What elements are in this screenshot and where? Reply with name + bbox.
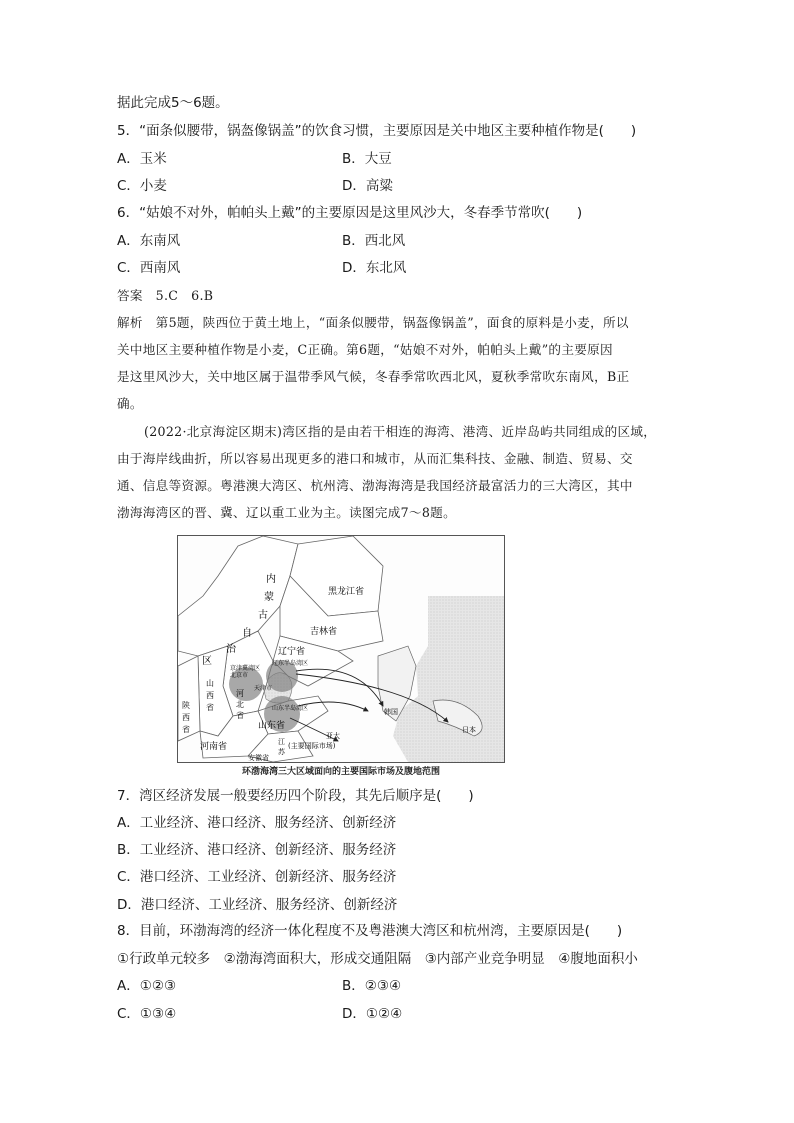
label-hebei-3: 省 bbox=[236, 711, 244, 720]
label-liaoning: 辽宁省 bbox=[278, 647, 306, 657]
label-qu: 区 bbox=[202, 656, 212, 667]
label-gu: 古 bbox=[258, 610, 268, 621]
q5-option-a: A．玉米 bbox=[117, 151, 167, 167]
q6-option-c: C．西南风 bbox=[117, 260, 181, 276]
label-zi: 自 bbox=[242, 628, 252, 639]
q7-option-a: A．工业经济、港口经济、服务经济、创新经济 bbox=[117, 815, 397, 831]
q6-option-d: D．东北风 bbox=[342, 260, 407, 276]
bohai-bay-map bbox=[177, 535, 505, 763]
q5-option-d: D．高粱 bbox=[342, 178, 393, 194]
label-shandong-bay: 山东半岛湾区 bbox=[272, 705, 309, 712]
q5-stem: 5．“面条似腰带，锅盔像锅盖”的饮食习惯，主要原因是关中地区主要种植作物是( ) bbox=[117, 123, 637, 139]
analysis-line-2: 关中地区主要种植作物是小麦，C正确。第6题，“姑娘不对外，帕帕头上戴”的主要原因 bbox=[117, 342, 613, 357]
label-shaanxi-3: 省 bbox=[182, 725, 190, 734]
label-anhui: 安徽省 bbox=[248, 754, 269, 762]
label-shaanxi-2: 西 bbox=[182, 713, 190, 722]
label-japan: 日本 bbox=[462, 726, 476, 734]
q7-option-b: B．工业经济、港口经济、创新经济、服务经济 bbox=[117, 842, 397, 858]
label-beijing: 北京市 bbox=[230, 672, 249, 679]
q6-option-a: A．东南风 bbox=[117, 233, 181, 249]
label-meng: 蒙 bbox=[264, 592, 274, 603]
q5-option-b: B．大豆 bbox=[342, 151, 392, 167]
label-tianjin: 天津市 bbox=[254, 685, 273, 692]
label-shaanxi-1: 陕 bbox=[182, 701, 190, 710]
q5-option-c: C．小麦 bbox=[117, 178, 167, 194]
label-shanxi-3: 省 bbox=[206, 703, 214, 712]
q8-option-d: D．①②④ bbox=[342, 1006, 403, 1022]
passage-line-4: 渤海海湾区的晋、冀、辽以重工业为主。读图完成7～8题。 bbox=[117, 505, 456, 520]
q8-option-b: B．②③④ bbox=[342, 978, 402, 994]
answer-line: 答案 5.C 6.B bbox=[117, 288, 214, 303]
passage-line-1: (2022·北京海淀区期末)湾区指的是由若干相连的海湾、港湾、近岸岛屿共同组成的区域， bbox=[144, 424, 657, 439]
passage-line-3: 通、信息等资源。粤港澳大湾区、杭州湾、渤海海湾是我国经济最富活力的三大湾区，其中 bbox=[117, 478, 633, 493]
q8-option-c: C．①③④ bbox=[117, 1006, 177, 1022]
label-hebei-1: 河 bbox=[236, 689, 244, 698]
map-caption: 环渤海湾三大区域面向的主要国际市场及腹地范围 bbox=[241, 767, 440, 777]
label-shanxi-1: 山 bbox=[206, 679, 214, 688]
label-jiangsu-1: 江 bbox=[278, 738, 285, 746]
analysis-line-4: 确。 bbox=[117, 396, 143, 411]
label-liaodong-bay: 辽东半岛湾区 bbox=[272, 660, 309, 667]
label-korea: 韩国 bbox=[384, 708, 398, 716]
q6-stem: 6．“姑娘不对外，帕帕头上戴”的主要原因是这里风沙大，冬春季节常吹( ) bbox=[117, 205, 583, 221]
label-nei: 内 bbox=[266, 574, 276, 585]
q7-stem: 7．湾区经济发展一般要经历四个阶段，其先后顺序是( ) bbox=[117, 788, 474, 804]
analysis-line-1: 解析 第5题，陕西位于黄土地上，“面条似腰带，锅盔像锅盖”，面食的原料是小麦，所以 bbox=[117, 315, 629, 330]
label-asia-note: (主要国际市场) bbox=[288, 742, 336, 750]
q8-option-a: A．①②③ bbox=[117, 978, 177, 994]
label-heilongjiang: 黑龙江省 bbox=[328, 587, 365, 597]
label-henan: 河南省 bbox=[200, 742, 228, 752]
passage-line-2: 由于海岸线曲折，所以容易出现更多的港口和城市，从而汇集科技、金融、制造、贸易、交 bbox=[117, 451, 633, 466]
intro-line: 据此完成5～6题。 bbox=[117, 95, 229, 111]
q7-option-d: D．港口经济、工业经济、服务经济、创新经济 bbox=[117, 897, 398, 913]
label-jilin: 吉林省 bbox=[310, 627, 338, 637]
label-shanxi-2: 西 bbox=[206, 691, 214, 700]
q8-stem: 8．目前，环渤海湾的经济一体化程度不及粤港澳大湾区和杭州湾，主要原因是( ) bbox=[117, 923, 623, 939]
label-zhi: 治 bbox=[226, 644, 236, 655]
label-hebei-2: 北 bbox=[236, 700, 244, 709]
q7-option-c: C．港口经济、工业经济、创新经济、服务经济 bbox=[117, 869, 397, 885]
q6-option-b: B．西北风 bbox=[342, 233, 406, 249]
label-jingjin-bay: 京津冀湾区 bbox=[230, 665, 261, 672]
label-shandong: 山东省 bbox=[258, 721, 286, 731]
label-jiangsu-2: 苏 bbox=[278, 748, 285, 756]
analysis-line-3: 是这里风沙大，关中地区属于温带季风气候，冬春季常吹西北风，夏秋季常吹东南风，B正 bbox=[117, 369, 630, 384]
q8-items: ①行政单元较多 ②渤海湾面积大，形成交通阻隔 ③内部产业竞争明显 ④腹地面积小 bbox=[117, 951, 638, 967]
label-asia: 亚太 bbox=[326, 732, 340, 740]
